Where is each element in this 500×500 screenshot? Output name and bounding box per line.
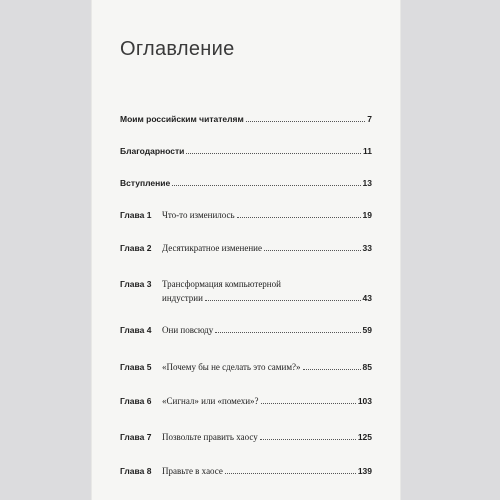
- chapter-number: Глава 8: [120, 466, 152, 476]
- toc-entry-label: Вступление: [120, 178, 171, 188]
- toc-entry: [120, 466, 372, 476]
- toc-entry: [120, 114, 372, 124]
- toc-entry-label: «Сигнал» или «помехи»?: [162, 396, 259, 406]
- toc-entry-label: Они повсюду: [162, 325, 214, 335]
- toc-entry-label: «Почему бы не сделать это самим?»: [162, 362, 301, 372]
- chapter-number: Глава 3: [120, 279, 152, 289]
- toc-entry-label: Трансформация компьютерной: [162, 279, 281, 289]
- toc-page-number: 103: [357, 396, 372, 406]
- toc-page-number: 43: [362, 293, 372, 303]
- chapter-number: Глава 7: [120, 432, 152, 442]
- dot-leader: [303, 368, 361, 370]
- toc-page-number: 7: [367, 114, 372, 124]
- toc-page-number: 139: [357, 466, 372, 476]
- chapter-number: Глава 1: [120, 210, 152, 220]
- dot-leader: [205, 299, 361, 301]
- dot-leader: [264, 249, 361, 251]
- toc-page-number: 33: [362, 243, 372, 253]
- toc-entry: [120, 210, 372, 220]
- toc-page-number: 125: [357, 432, 372, 442]
- toc-entry-label: Что-то изменилось: [162, 210, 235, 220]
- dot-leader: [172, 184, 360, 186]
- dot-leader: [246, 120, 365, 122]
- chapter-number: Глава 5: [120, 362, 152, 372]
- dot-leader: [261, 402, 356, 404]
- toc-entry-label: Благодарности: [120, 146, 185, 156]
- toc-page-number: 19: [362, 210, 372, 220]
- page-title: Оглавление: [120, 38, 235, 60]
- toc-entry: [120, 432, 372, 442]
- book-page: [92, 0, 400, 500]
- toc-entry: [120, 396, 372, 406]
- chapter-number: Глава 6: [120, 396, 152, 406]
- chapter-number: Глава 2: [120, 243, 152, 253]
- toc-entry: [120, 362, 372, 372]
- toc-page-number: 59: [362, 325, 372, 335]
- dot-leader: [225, 472, 356, 474]
- toc-entry-label-continued: индустрии: [162, 293, 203, 303]
- dot-leader: [186, 152, 361, 154]
- toc-entry: [120, 325, 372, 335]
- toc-page-number: 11: [363, 146, 372, 156]
- dot-leader: [215, 331, 360, 333]
- toc-page-number: 13: [362, 178, 372, 188]
- toc-entry: [120, 178, 372, 188]
- toc-entry: [120, 279, 372, 303]
- toc-entry-label: Позвольте править хаосу: [162, 432, 258, 442]
- dot-leader: [237, 216, 361, 218]
- toc-entry-label: Десятикратное изменение: [162, 243, 262, 253]
- chapter-number: Глава 4: [120, 325, 152, 335]
- toc-entry: [120, 243, 372, 253]
- dot-leader: [260, 438, 356, 440]
- toc-entry-label: Правьте в хаосе: [162, 466, 223, 476]
- toc-entry-label: Моим российским читателям: [120, 114, 244, 124]
- toc-page-number: 85: [362, 362, 372, 372]
- toc-entry: [120, 146, 372, 156]
